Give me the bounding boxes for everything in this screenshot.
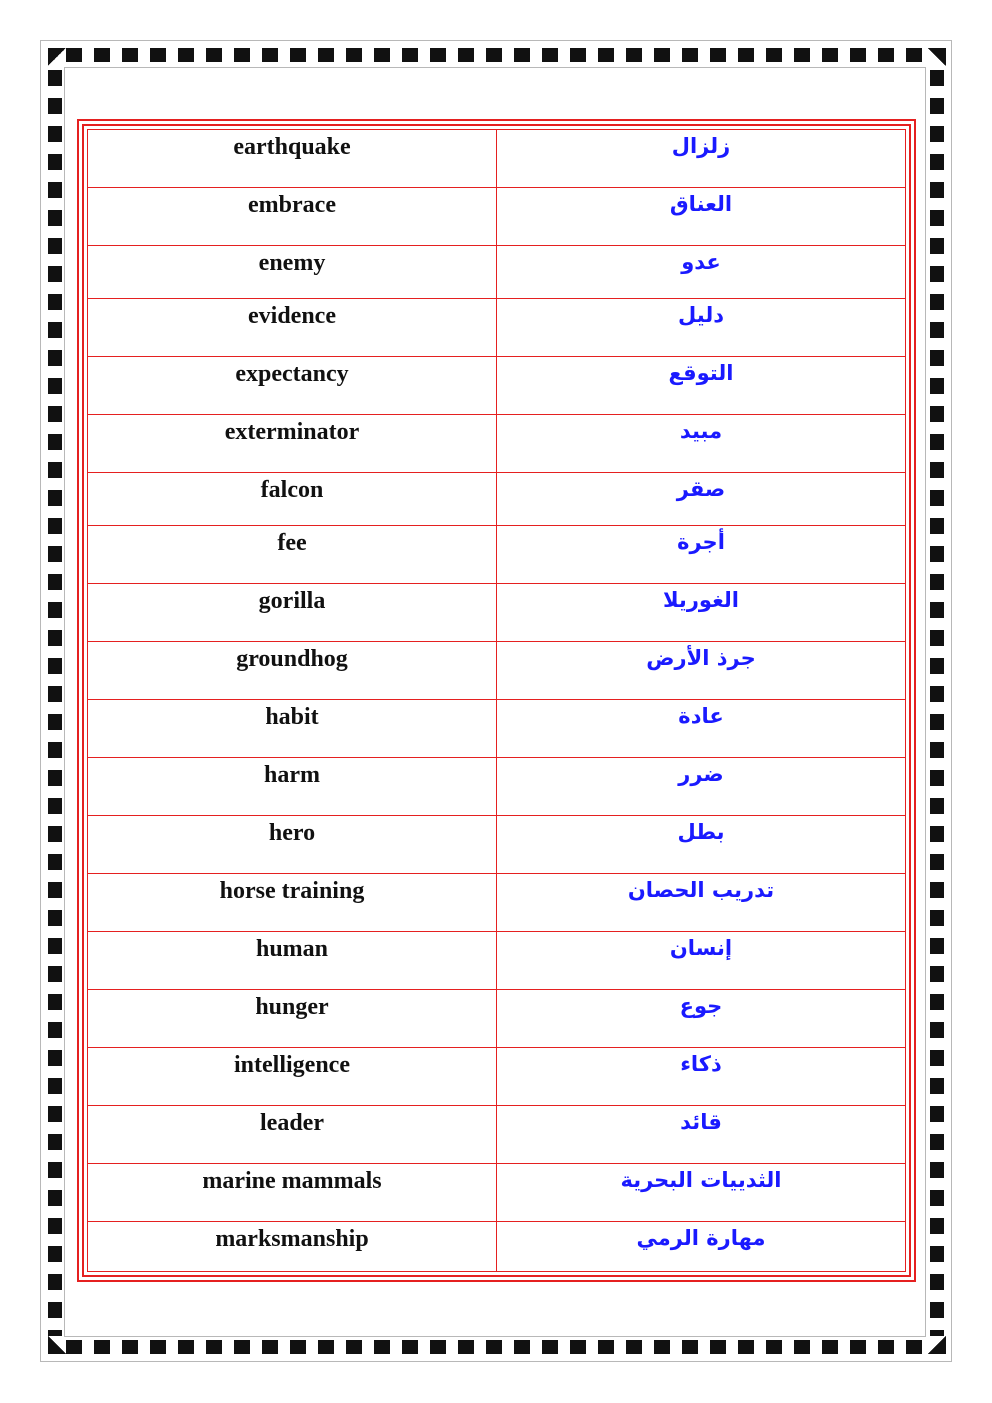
english-word: hunger: [88, 990, 497, 1048]
decorative-border-top: [66, 48, 926, 62]
table-row: [88, 932, 906, 990]
english-word: horse training: [88, 874, 497, 932]
table-row: [88, 642, 906, 700]
table-row: [88, 758, 906, 816]
border-corner-top-right: [928, 48, 946, 66]
border-corner-bottom-left: [48, 1336, 66, 1354]
english-word: gorilla: [88, 584, 497, 642]
english-word: embrace: [88, 188, 497, 246]
english-word: marine mammals: [88, 1164, 497, 1222]
english-word: marksmanship: [88, 1222, 497, 1272]
english-word: evidence: [88, 299, 497, 357]
english-word: habit: [88, 700, 497, 758]
vocabulary-table-inner-frame: [82, 124, 911, 1277]
decorative-border-right: [930, 70, 944, 1336]
table-row: [88, 816, 906, 874]
english-word: groundhog: [88, 642, 497, 700]
arabic-translation: صقر: [497, 473, 906, 526]
arabic-translation: بطل: [497, 816, 906, 874]
arabic-translation: أجرة: [497, 526, 906, 584]
table-row: [88, 188, 906, 246]
arabic-translation: الثدييات البحرية: [497, 1164, 906, 1222]
english-word: hero: [88, 816, 497, 874]
border-corner-bottom-right: [928, 1336, 946, 1354]
vocabulary-table-frame: [77, 119, 916, 1282]
english-word: exterminator: [88, 415, 497, 473]
arabic-translation: ذكاء: [497, 1048, 906, 1106]
arabic-translation: العناق: [497, 188, 906, 246]
table-row: [88, 700, 906, 758]
table-row: [88, 874, 906, 932]
table-row: [88, 526, 906, 584]
arabic-translation: ضرر: [497, 758, 906, 816]
english-word: enemy: [88, 246, 497, 299]
english-word: expectancy: [88, 357, 497, 415]
table-row: [88, 1164, 906, 1222]
english-word: human: [88, 932, 497, 990]
table-row: [88, 1222, 906, 1272]
english-word: earthquake: [88, 130, 497, 188]
border-corner-top-left: [48, 48, 66, 66]
arabic-translation: دليل: [497, 299, 906, 357]
arabic-translation: إنسان: [497, 932, 906, 990]
table-row: [88, 1048, 906, 1106]
vocabulary-table: [87, 129, 906, 1272]
table-row: [88, 473, 906, 526]
english-word: leader: [88, 1106, 497, 1164]
arabic-translation: جرذ الأرض: [497, 642, 906, 700]
arabic-translation: الغوريلا: [497, 584, 906, 642]
table-row: [88, 130, 906, 188]
arabic-translation: زلزال: [497, 130, 906, 188]
english-word: harm: [88, 758, 497, 816]
table-row: [88, 415, 906, 473]
english-word: fee: [88, 526, 497, 584]
english-word: intelligence: [88, 1048, 497, 1106]
arabic-translation: مبيد: [497, 415, 906, 473]
english-word: falcon: [88, 473, 497, 526]
decorative-border-bottom: [66, 1340, 926, 1354]
decorative-border-left: [48, 70, 62, 1336]
arabic-translation: قائد: [497, 1106, 906, 1164]
arabic-translation: التوقع: [497, 357, 906, 415]
arabic-translation: عدو: [497, 246, 906, 299]
arabic-translation: تدريب الحصان: [497, 874, 906, 932]
table-row: [88, 357, 906, 415]
table-row: [88, 299, 906, 357]
arabic-translation: مهارة الرمي: [497, 1222, 906, 1272]
arabic-translation: عادة: [497, 700, 906, 758]
table-row: [88, 584, 906, 642]
table-row: [88, 990, 906, 1048]
arabic-translation: جوع: [497, 990, 906, 1048]
table-row: [88, 246, 906, 299]
table-row: [88, 1106, 906, 1164]
